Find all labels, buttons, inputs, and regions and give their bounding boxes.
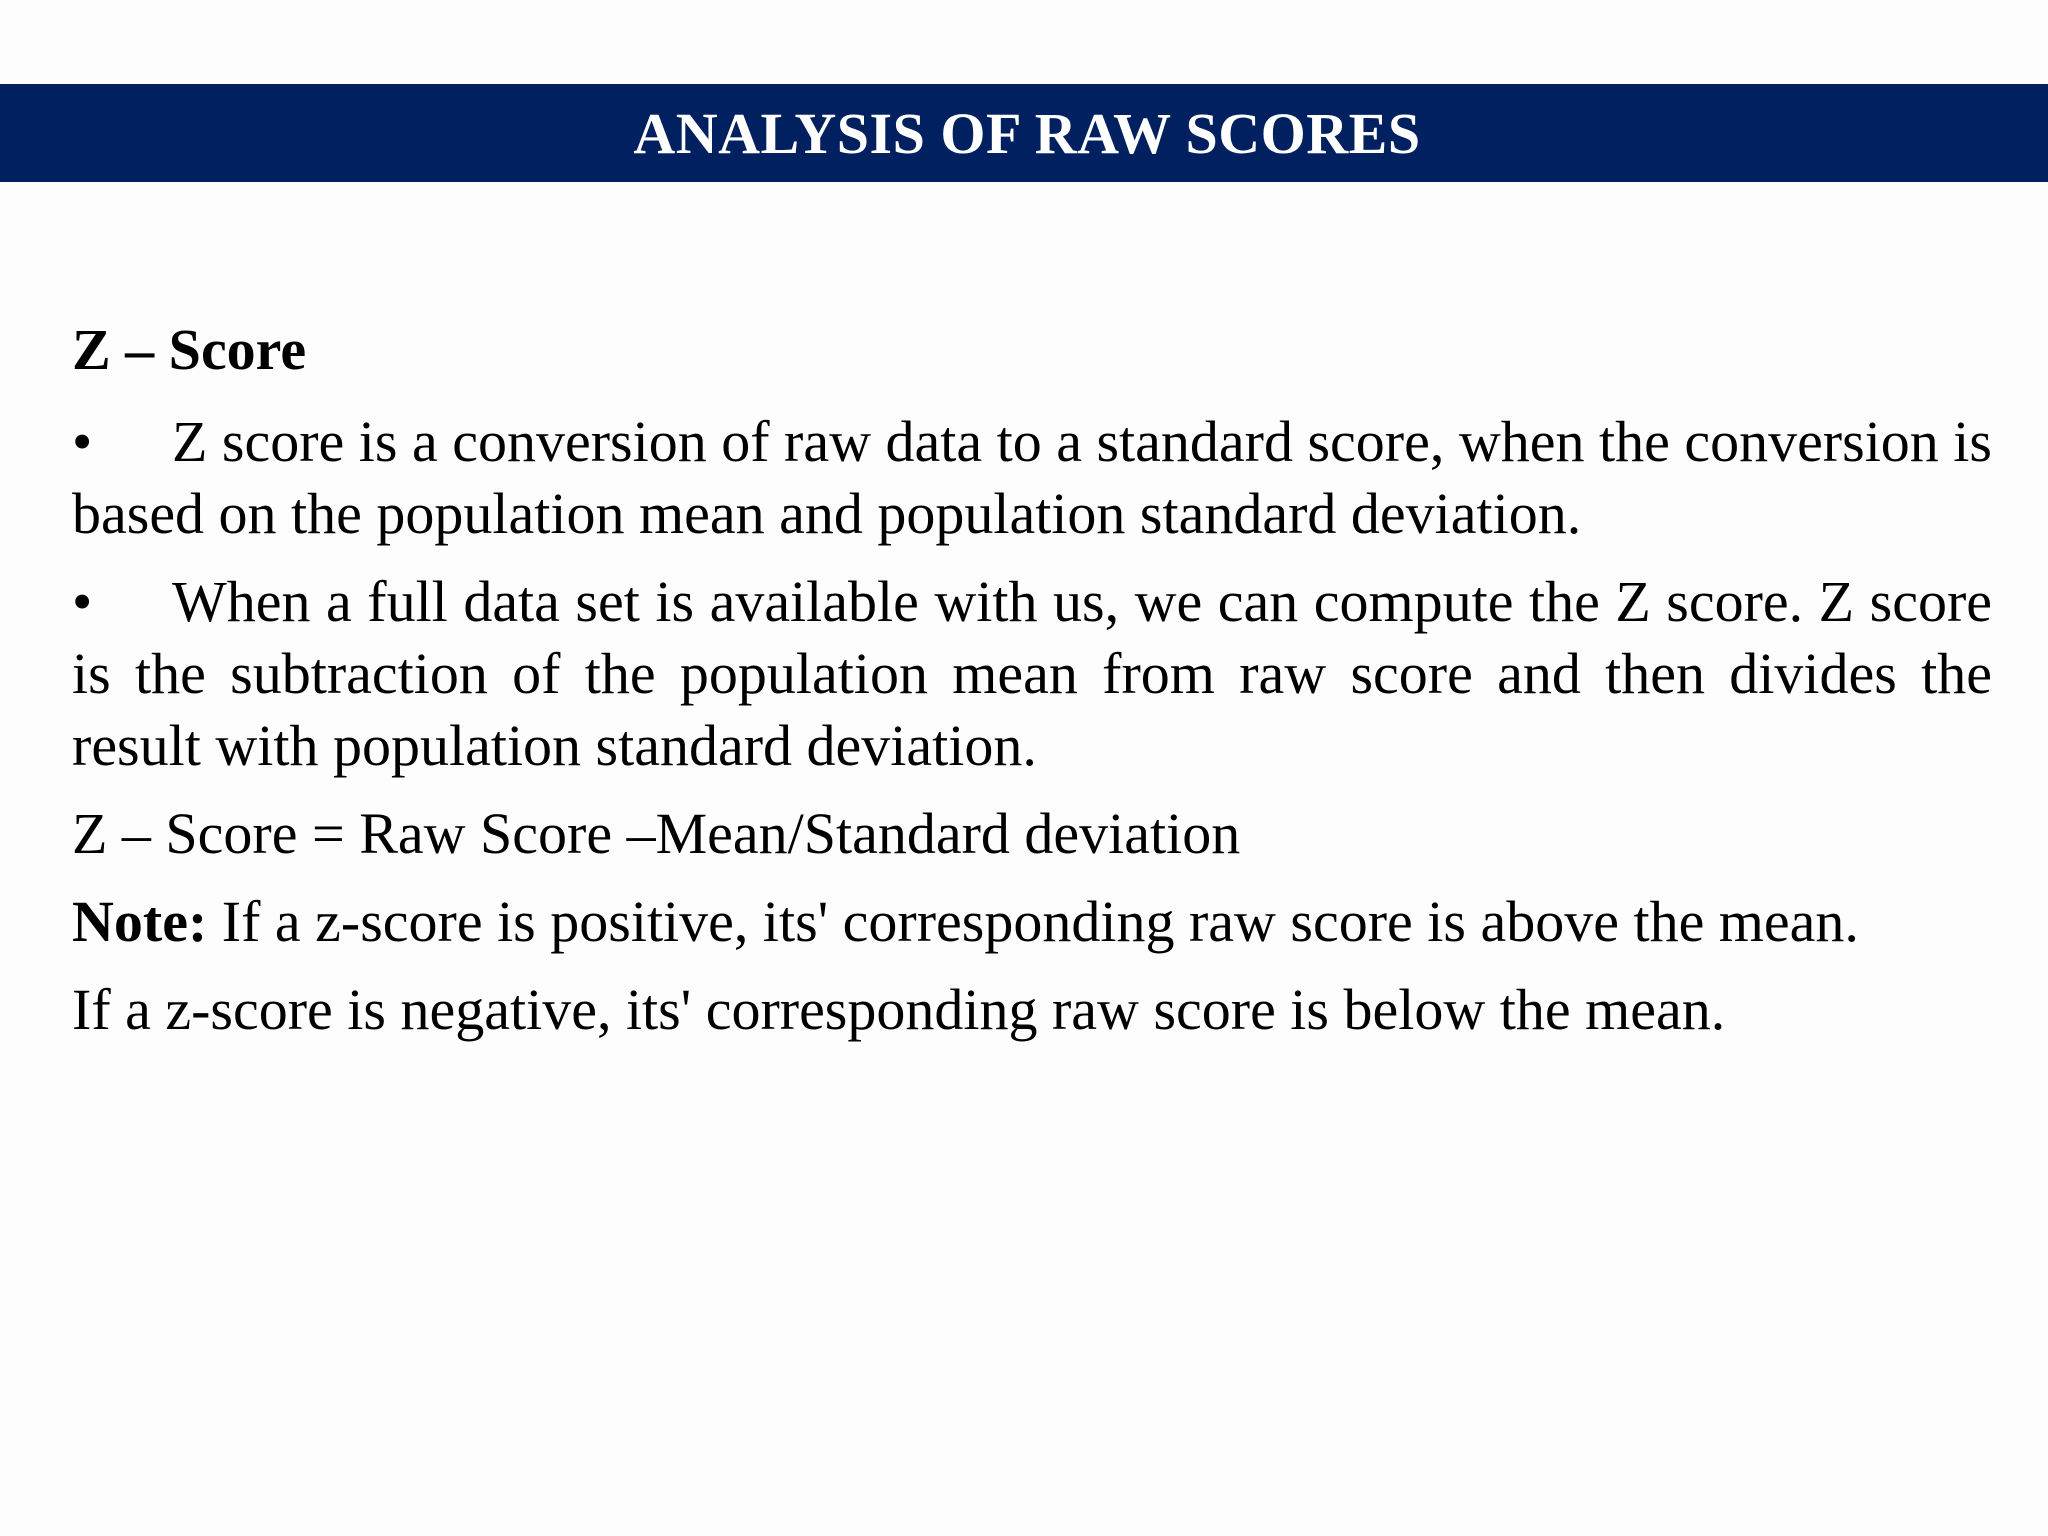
slide-content bbox=[72, 318, 1992, 1062]
bullet-item bbox=[72, 566, 1992, 782]
note-text: If a z-score is positive, its' corresponding raw score is above the mean. bbox=[207, 889, 1859, 954]
bullet-text: When a full data set is available with us, we can compute the Z score. Z score is the subtraction of the population mean from raw score and then divides the result with population standard deviation. bbox=[72, 569, 1992, 778]
section-heading: Z – Score bbox=[72, 317, 307, 382]
bullet-marker: • bbox=[72, 569, 93, 634]
note-line-2: If a z-score is negative, its' corresponding raw score is below the mean. bbox=[72, 977, 1726, 1042]
note-label: Note: bbox=[72, 889, 208, 954]
note-line bbox=[72, 886, 1992, 958]
slide-title: ANALYSIS OF RAW SCORES bbox=[633, 100, 1421, 166]
title-bar bbox=[0, 84, 2048, 182]
formula-line: Z – Score = Raw Score –Mean/Standard deviation bbox=[72, 801, 1241, 866]
bullet-text: Z score is a conversion of raw data to a standard score, when the conversion is based on the population mean and population standard deviation. bbox=[72, 409, 1992, 546]
bullet-marker: • bbox=[72, 409, 93, 474]
bullet-item bbox=[72, 406, 1992, 550]
